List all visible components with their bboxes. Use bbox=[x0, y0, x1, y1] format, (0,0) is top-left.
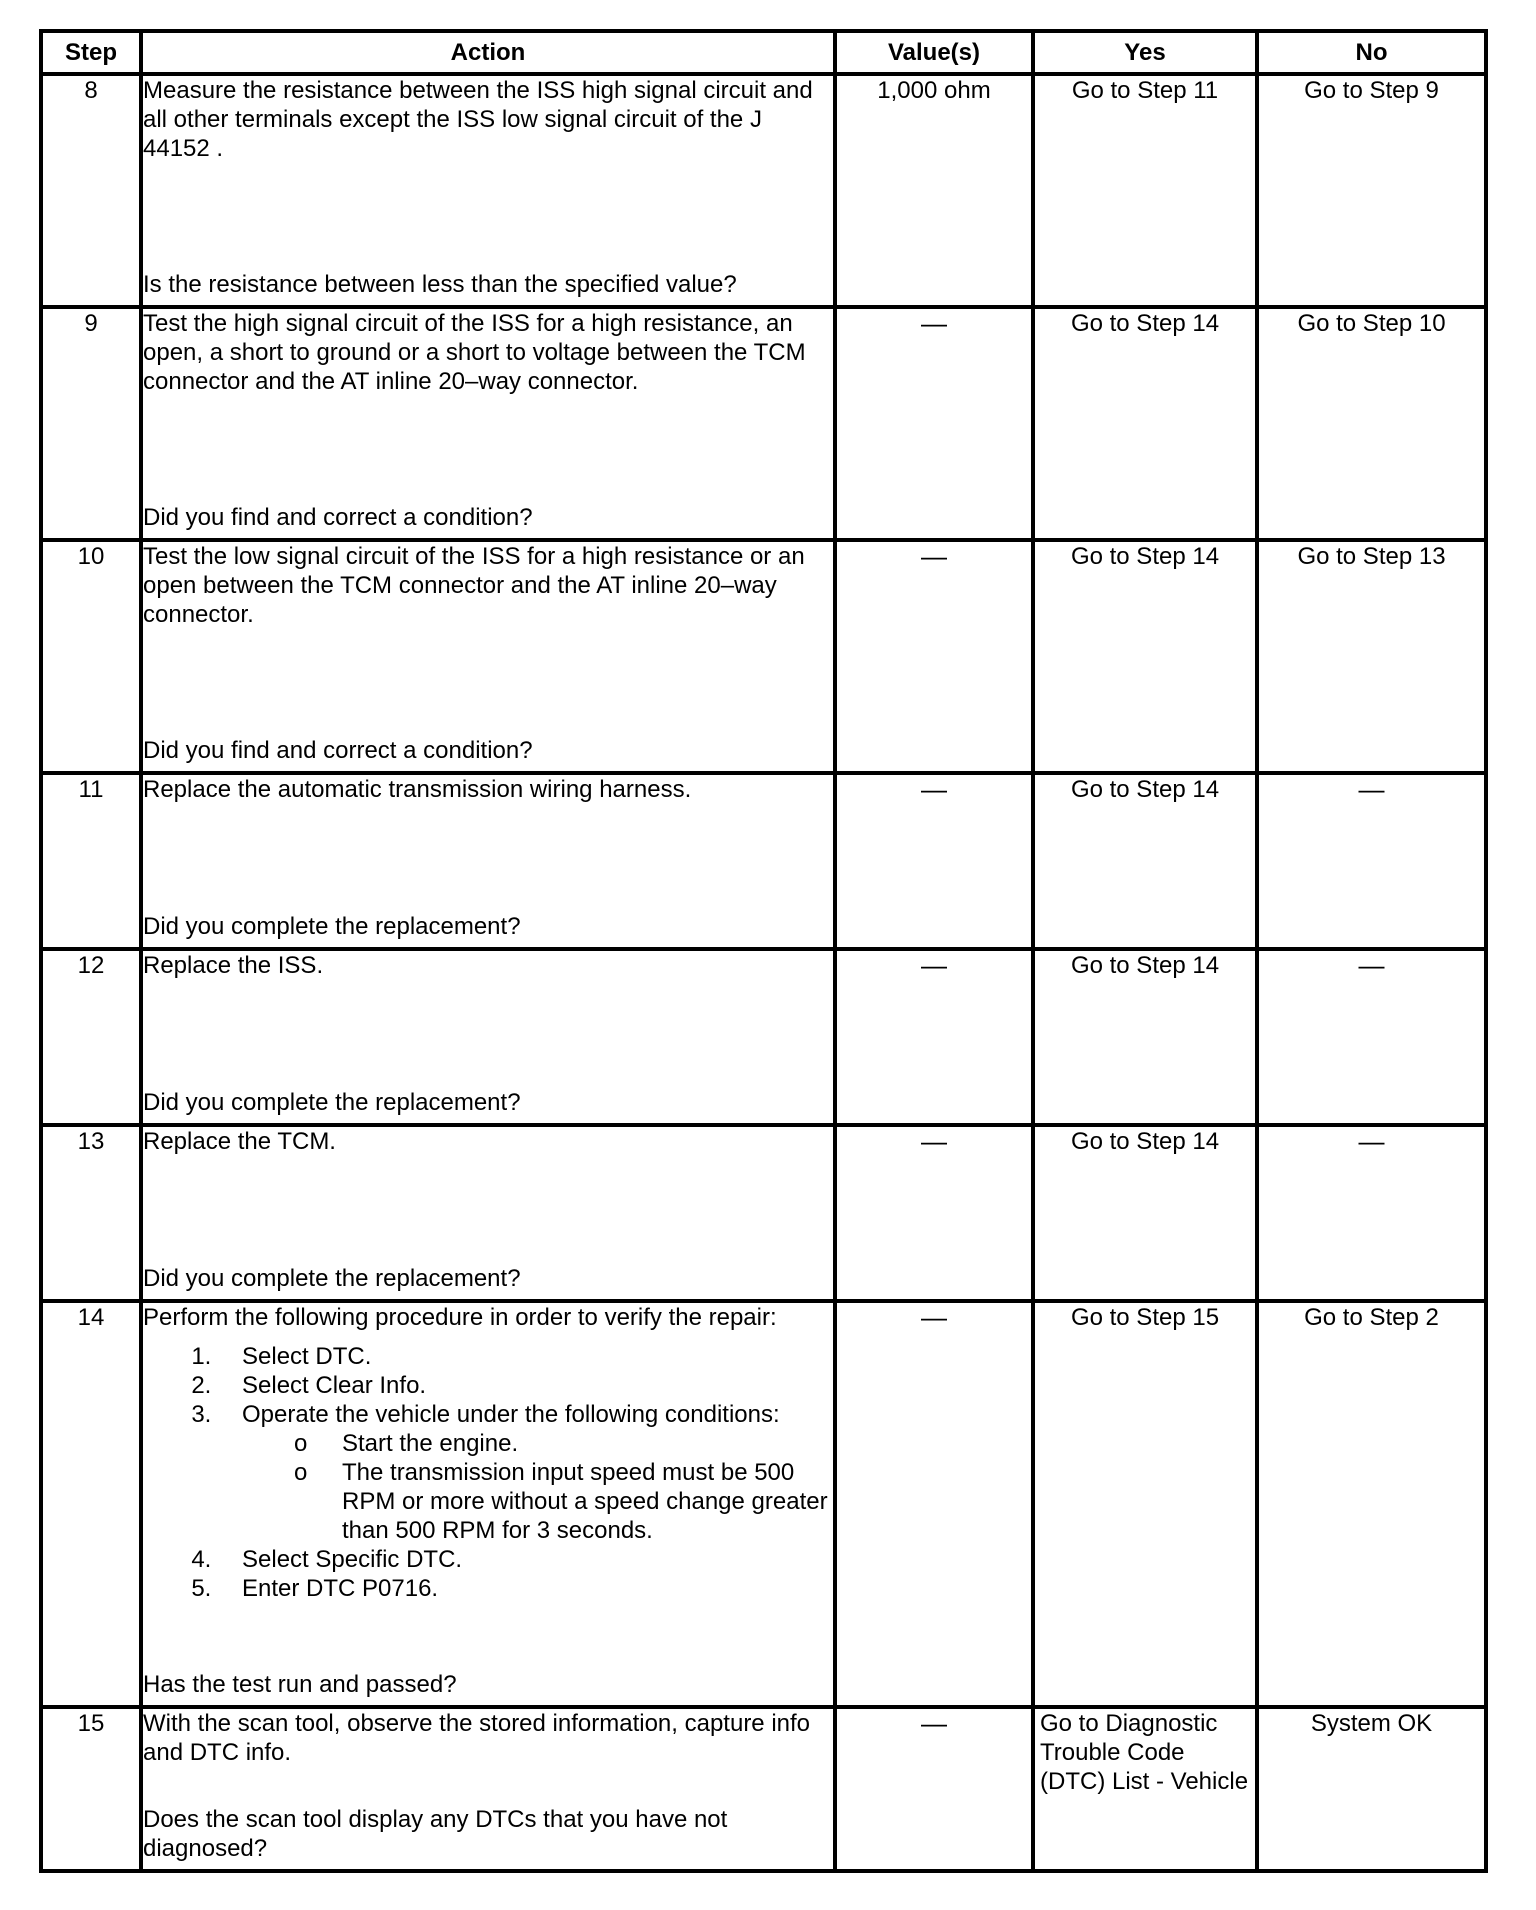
no-cell: — bbox=[1257, 773, 1486, 949]
procedure-list bbox=[143, 1342, 833, 1603]
action-cell bbox=[141, 540, 835, 773]
yes-cell: Go to Step 14 bbox=[1033, 307, 1257, 540]
diagnostic-table bbox=[39, 29, 1488, 1873]
action-question: Did you find and correct a condition? bbox=[143, 737, 533, 764]
action-text: Test the low signal circuit of the ISS for a high resistance or an open between the TCM connector and the AT inline 20–way connector. bbox=[143, 543, 805, 628]
action-question: Did you complete the replacement? bbox=[143, 1089, 521, 1116]
action-question: Has the test run and passed? bbox=[143, 1671, 457, 1698]
header-row bbox=[41, 31, 1486, 74]
no-cell: Go to Step 9 bbox=[1257, 74, 1486, 307]
step-number: 9 bbox=[41, 307, 141, 540]
action-text: Measure the resistance between the ISS high signal circuit and all other terminals except the ISS low signal circuit of the J 44152 . bbox=[143, 77, 813, 162]
condition-item: o The transmission input speed must be 500 RPM or more without a speed change greater than 500 RPM for 3 seconds. bbox=[318, 1458, 833, 1545]
no-cell: System OK bbox=[1257, 1707, 1486, 1871]
action-text: With the scan tool, observe the stored information, capture info and DTC info. bbox=[143, 1710, 811, 1766]
table-row bbox=[41, 540, 1486, 773]
yes-cell: Go to Diagnostic Trouble Code (DTC) List - Vehicle bbox=[1033, 1707, 1257, 1871]
value-cell: — bbox=[835, 307, 1033, 540]
action-cell bbox=[141, 949, 835, 1125]
procedure-item: 1. Select DTC. bbox=[218, 1342, 833, 1371]
action-question: Did you complete the replacement? bbox=[143, 1265, 521, 1292]
header-action: Action bbox=[141, 31, 835, 74]
yes-cell: Go to Step 14 bbox=[1033, 949, 1257, 1125]
value-cell: — bbox=[835, 1707, 1033, 1871]
yes-cell: Go to Step 14 bbox=[1033, 540, 1257, 773]
procedure-item: 5. Enter DTC P0716. bbox=[218, 1574, 833, 1603]
step-number: 15 bbox=[41, 1707, 141, 1871]
header-no: No bbox=[1257, 31, 1486, 74]
yes-cell: Go to Step 14 bbox=[1033, 773, 1257, 949]
header-step: Step bbox=[41, 31, 141, 74]
no-cell: Go to Step 13 bbox=[1257, 540, 1486, 773]
action-question: Did you complete the replacement? bbox=[143, 913, 521, 940]
action-question: Is the resistance between less than the specified value? bbox=[143, 271, 737, 298]
action-text: Perform the following procedure in order to verify the repair: bbox=[143, 1304, 777, 1331]
condition-item: o Start the engine. bbox=[318, 1429, 833, 1458]
action-cell bbox=[141, 74, 835, 307]
action-question: Does the scan tool display any DTCs that you have not diagnosed? bbox=[143, 1806, 728, 1862]
no-cell: — bbox=[1257, 949, 1486, 1125]
yes-cell: Go to Step 14 bbox=[1033, 1125, 1257, 1301]
conditions-list bbox=[242, 1429, 833, 1545]
action-cell bbox=[141, 1125, 835, 1301]
action-cell bbox=[141, 1707, 835, 1871]
table-row bbox=[41, 74, 1486, 307]
step-number: 12 bbox=[41, 949, 141, 1125]
no-cell: — bbox=[1257, 1125, 1486, 1301]
action-text: Test the high signal circuit of the ISS for a high resistance, an open, a short to ground or a short to voltage between the TCM connector and the AT inline 20–way connector. bbox=[143, 310, 806, 395]
table-row bbox=[41, 949, 1486, 1125]
yes-cell: Go to Step 11 bbox=[1033, 74, 1257, 307]
step-number: 13 bbox=[41, 1125, 141, 1301]
table-row bbox=[41, 307, 1486, 540]
table-row bbox=[41, 1707, 1486, 1871]
step-number: 14 bbox=[41, 1301, 141, 1707]
value-cell: — bbox=[835, 949, 1033, 1125]
value-cell: — bbox=[835, 773, 1033, 949]
no-cell: Go to Step 10 bbox=[1257, 307, 1486, 540]
action-text: Replace the automatic transmission wiring harness. bbox=[143, 776, 692, 803]
procedure-item: 2. Select Clear Info. bbox=[218, 1371, 833, 1400]
value-cell: — bbox=[835, 1301, 1033, 1707]
step-number: 8 bbox=[41, 74, 141, 307]
yes-cell: Go to Step 15 bbox=[1033, 1301, 1257, 1707]
table-row bbox=[41, 1125, 1486, 1301]
value-cell: — bbox=[835, 1125, 1033, 1301]
value-cell: 1,000 ohm bbox=[835, 74, 1033, 307]
action-question: Did you find and correct a condition? bbox=[143, 504, 533, 531]
header-values: Value(s) bbox=[835, 31, 1033, 74]
procedure-item: 3. Operate the vehicle under the following conditions: o Start the engine. o The transmission input speed must be 500 RPM or more without a speed change greater than 500 RPM for 3 seconds. bbox=[218, 1400, 833, 1545]
action-text: Replace the ISS. bbox=[143, 952, 324, 979]
action-cell bbox=[141, 773, 835, 949]
no-cell: Go to Step 2 bbox=[1257, 1301, 1486, 1707]
value-cell: — bbox=[835, 540, 1033, 773]
step-number: 11 bbox=[41, 773, 141, 949]
step-number: 10 bbox=[41, 540, 141, 773]
action-cell bbox=[141, 307, 835, 540]
procedure-item: 4. Select Specific DTC. bbox=[218, 1545, 833, 1574]
action-cell bbox=[141, 1301, 835, 1707]
header-yes: Yes bbox=[1033, 31, 1257, 74]
action-text: Replace the TCM. bbox=[143, 1128, 336, 1155]
table-row bbox=[41, 773, 1486, 949]
table-row bbox=[41, 1301, 1486, 1707]
